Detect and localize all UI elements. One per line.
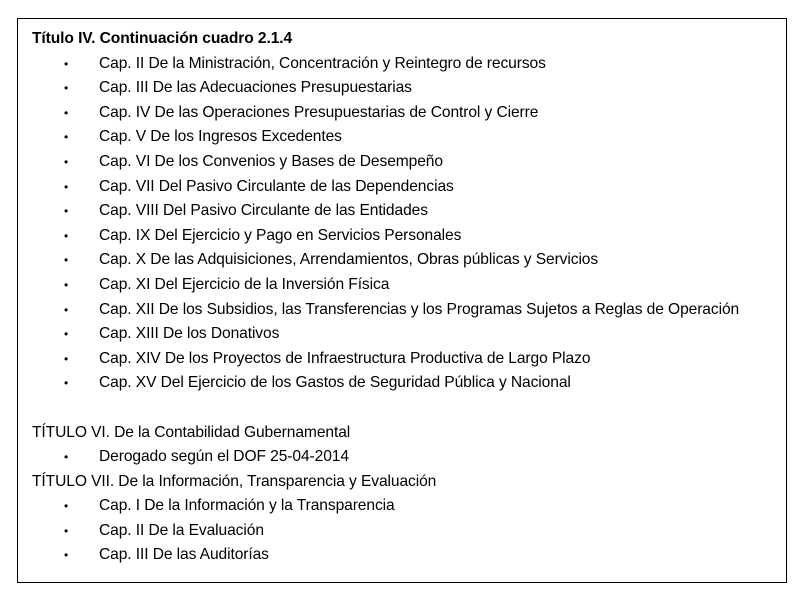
list-item: [32, 371, 782, 396]
list-item: [32, 150, 782, 175]
bullet-icon: •: [64, 450, 69, 465]
list-item: [32, 273, 782, 298]
bullet-icon: •: [64, 81, 69, 96]
list-item: [32, 175, 782, 200]
list-item: [32, 519, 782, 544]
list-item-text: Cap. II De la Evaluación: [99, 521, 264, 539]
title-iv-heading: Título IV. Continuación cuadro 2.1.4: [32, 30, 293, 47]
list-item-text: Cap. XI Del Ejercicio de la Inversión Física: [99, 275, 390, 293]
bullet-icon: •: [64, 523, 69, 538]
list-item: [32, 101, 782, 126]
title-vi-heading: TÍTULO VI. De la Contabilidad Gubernamental: [32, 423, 351, 441]
list-item-text: Cap. IV De las Operaciones Presupuestarias de Control y Cierre: [99, 103, 539, 121]
bullet-icon: •: [64, 228, 69, 243]
bullet-icon: •: [64, 179, 69, 194]
document-frame: [17, 18, 787, 583]
list-item-text: Cap. XIV De los Proyectos de Infraestructura Productiva de Largo Plazo: [99, 349, 591, 367]
bullet-icon: •: [64, 327, 69, 342]
list-item-text: Cap. VI De los Convenios y Bases de Desempeño: [99, 152, 443, 170]
list-item-text: Cap. VII Del Pasivo Circulante de las Dependencias: [99, 177, 454, 195]
list-item-text: Cap. XV Del Ejercicio de los Gastos de Seguridad Pública y Nacional: [99, 374, 571, 392]
document-content: [32, 27, 782, 568]
bullet-icon: •: [64, 253, 69, 268]
bullet-icon: •: [64, 56, 69, 71]
list-item: [32, 224, 782, 249]
list-item-text: Cap. I De la Información y la Transparencia: [99, 497, 395, 515]
list-item: [32, 445, 782, 470]
list-item-text: Cap. XII De los Subsidios, las Transferencias y los Programas Sujetos a Reglas de Operación: [99, 300, 740, 318]
title-iv-list: [32, 52, 782, 396]
bullet-icon: •: [64, 351, 69, 366]
list-item: [32, 76, 782, 101]
list-item-text: Cap. XIII De los Donativos: [99, 325, 280, 343]
list-item: [32, 347, 782, 372]
list-item-text: Cap. V De los Ingresos Excedentes: [99, 128, 342, 146]
list-item: [32, 494, 782, 519]
section-spacer: [32, 396, 782, 421]
bullet-icon: •: [64, 302, 69, 317]
title-vii-list: [32, 494, 782, 568]
list-item: [32, 322, 782, 347]
list-item-text: Cap. IX Del Ejercicio y Pago en Servicios Personales: [99, 226, 462, 244]
list-item-text: Cap. X De las Adquisiciones, Arrendamientos, Obras públicas y Servicios: [99, 251, 599, 269]
list-item-text: Cap. VIII Del Pasivo Circulante de las Entidades: [99, 202, 428, 220]
bullet-icon: •: [64, 204, 69, 219]
list-item: [32, 298, 782, 323]
bullet-icon: •: [64, 130, 69, 145]
bullet-icon: •: [64, 499, 69, 514]
title-vii-heading: TÍTULO VII. De la Información, Transparencia y Evaluación: [32, 472, 437, 490]
list-item-text: Cap. II De la Ministración, Concentración y Reintegro de recursos: [99, 54, 546, 72]
list-item-text: Derogado según el DOF 25-04-2014: [99, 448, 349, 466]
list-item: [32, 543, 782, 568]
list-item-text: Cap. III De las Adecuaciones Presupuestarias: [99, 79, 412, 97]
list-item: [32, 125, 782, 150]
list-item: [32, 248, 782, 273]
bullet-icon: •: [64, 376, 69, 391]
list-item: [32, 52, 782, 77]
bullet-icon: •: [64, 277, 69, 292]
bullet-icon: •: [64, 548, 69, 563]
list-item: [32, 199, 782, 224]
title-vi-list: [32, 445, 782, 470]
list-item-text: Cap. III De las Auditorías: [99, 546, 269, 564]
bullet-icon: •: [64, 154, 69, 169]
bullet-icon: •: [64, 105, 69, 120]
